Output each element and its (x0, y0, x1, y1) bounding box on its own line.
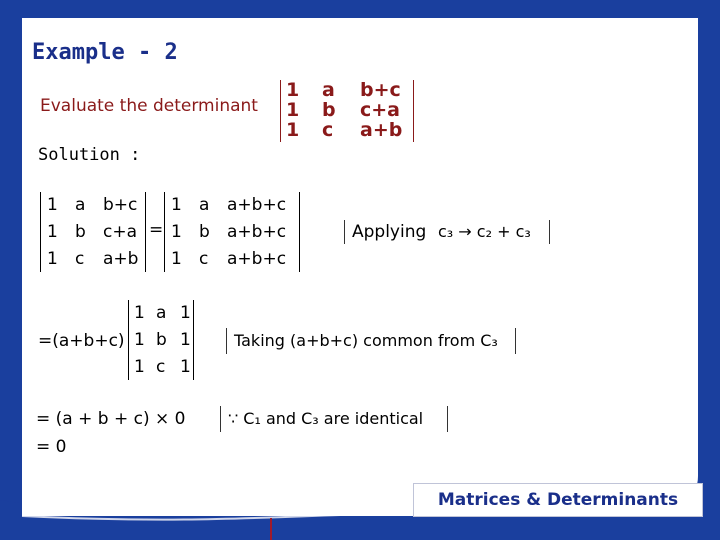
matrix-cell: b (75, 222, 86, 242)
matrix-cell: 1 (47, 249, 58, 269)
qm-cell: 1 (286, 119, 300, 141)
equals-sign: = (149, 220, 164, 240)
question-matrix (280, 80, 414, 142)
step1-note-text: Applying (352, 222, 427, 242)
qm-cell: 1 (286, 79, 300, 101)
matrix-cell: 1 (180, 357, 191, 377)
matrix-cell: b (199, 222, 210, 242)
matrix-cell: c (156, 357, 166, 377)
matrix-cell: b+c (103, 195, 138, 215)
matrix-cell: 1 (180, 330, 191, 350)
qm-cell: a+b (360, 119, 403, 141)
matrix-cell: 1 (134, 330, 145, 350)
step2-note: Taking (a+b+c) common from C₃ (234, 331, 498, 350)
matrix-cell: 1 (180, 303, 191, 323)
matrix-cell: 1 (171, 222, 182, 242)
matrix-cell: a+b+c (227, 249, 287, 269)
matrix-cell: c (75, 249, 85, 269)
matrix-cell: a (75, 195, 86, 215)
qm-cell: b+c (360, 79, 401, 101)
step3-note: ∵ C₁ and C₃ are identical (228, 409, 424, 428)
matrix-cell: 1 (47, 222, 58, 242)
step1-note-expression: c₃ → c₂ + c₃ (438, 222, 531, 241)
matrix-cell: c (199, 249, 209, 269)
step1-left-matrix (40, 192, 146, 272)
matrix-cell: a (199, 195, 210, 215)
slide-title: Example - 2 (32, 40, 178, 65)
matrix-cell: b (156, 330, 167, 350)
matrix-cell: 1 (171, 249, 182, 269)
matrix-cell: 1 (171, 195, 182, 215)
step2-prefix: =(a+b+c) (38, 331, 125, 351)
solution-label: Solution : (38, 145, 141, 165)
qm-cell: c+a (360, 99, 401, 121)
matrix-cell: 1 (134, 303, 145, 323)
step3-line1: = (a + b + c) × 0 (36, 409, 186, 429)
step1-right-matrix (164, 192, 300, 272)
step2-matrix (128, 300, 194, 380)
qm-cell: a (322, 79, 335, 101)
matrix-cell: a+b (103, 249, 139, 269)
footer-caption: Matrices & Determinants (413, 483, 703, 517)
footer-accent-line (270, 518, 272, 540)
matrix-cell: 1 (134, 357, 145, 377)
problem-prompt: Evaluate the determinant (40, 96, 258, 116)
matrix-cell: a+b+c (227, 222, 287, 242)
matrix-cell: a (156, 303, 167, 323)
matrix-cell: c+a (103, 222, 138, 242)
step3-line2: = 0 (36, 437, 67, 457)
matrix-cell: 1 (47, 195, 58, 215)
qm-cell: c (322, 119, 334, 141)
qm-cell: 1 (286, 99, 300, 121)
matrix-cell: a+b+c (227, 195, 287, 215)
qm-cell: b (322, 99, 336, 121)
